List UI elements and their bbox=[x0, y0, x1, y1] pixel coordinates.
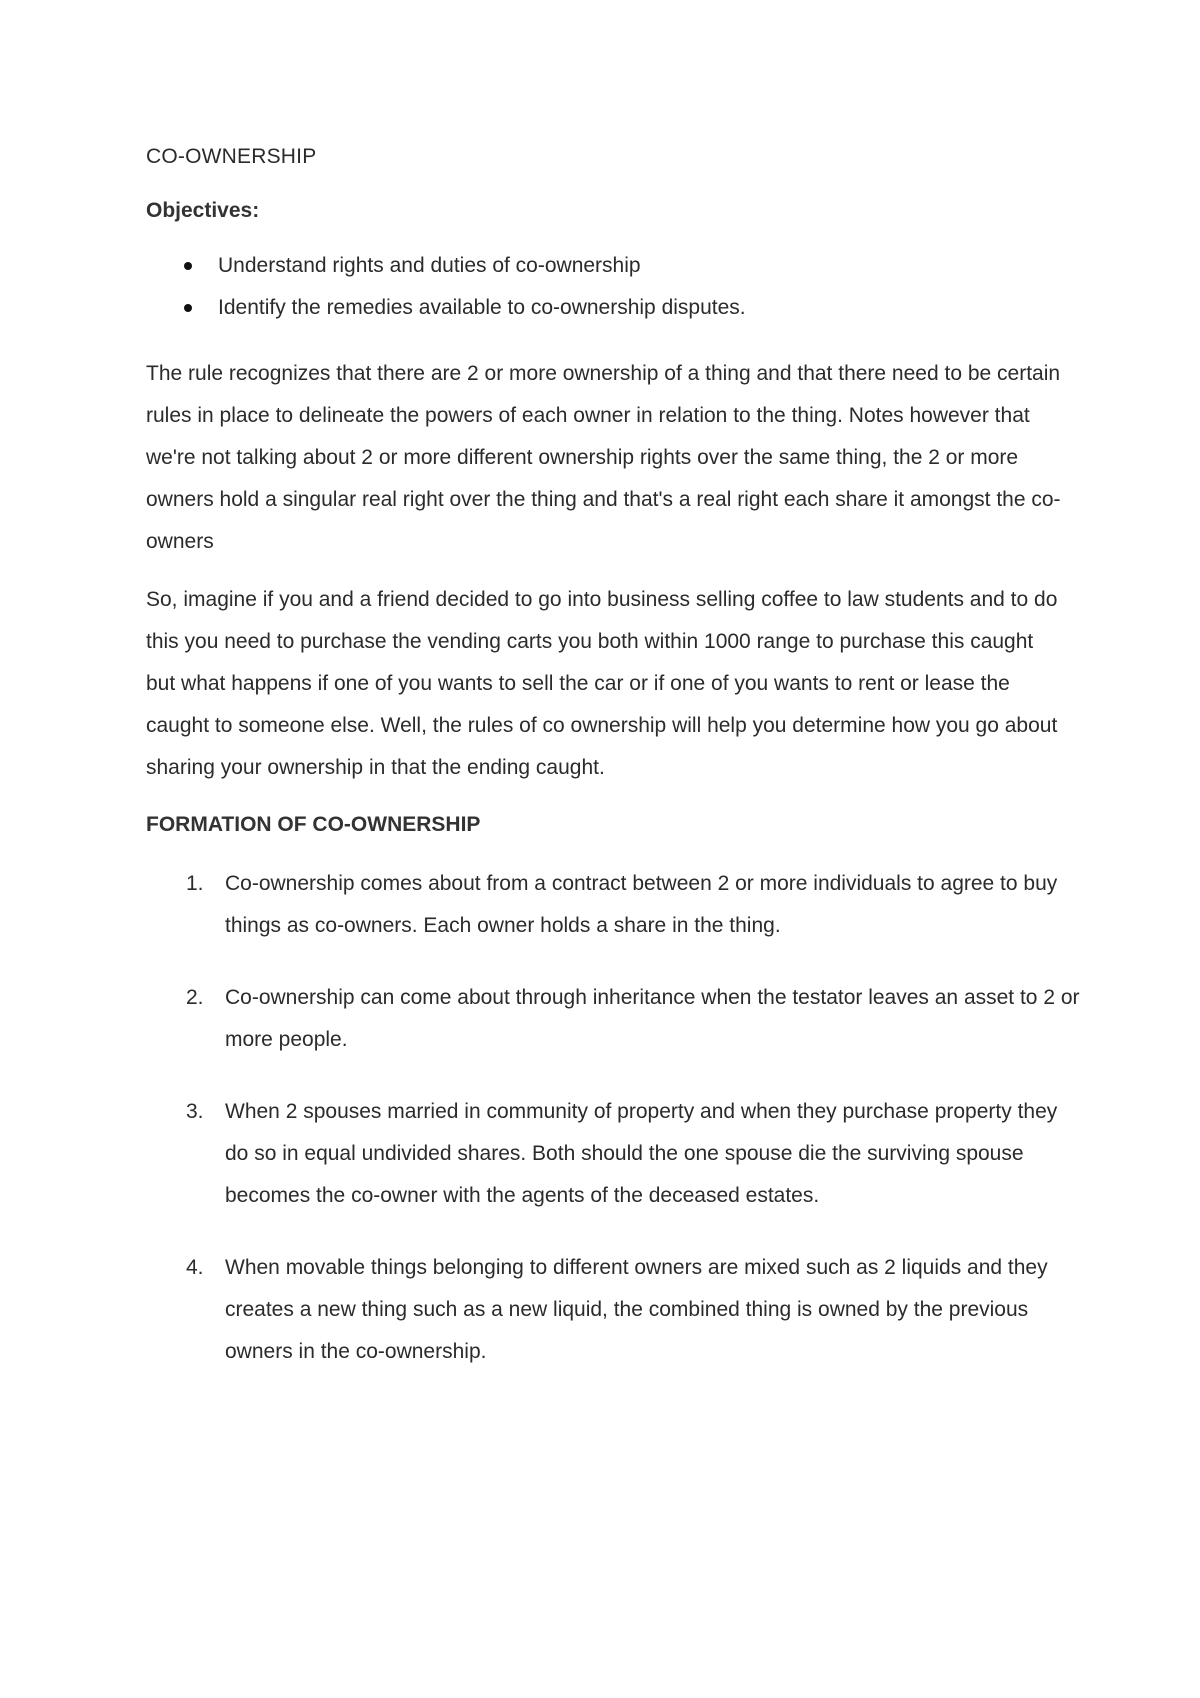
formation-item bbox=[146, 1091, 1080, 1217]
document-title: CO-OWNERSHIP bbox=[146, 145, 317, 168]
item-number: 3. bbox=[186, 1100, 204, 1123]
formation-item bbox=[146, 1247, 1080, 1373]
formation-item bbox=[146, 977, 1080, 1061]
item-text: Co-ownership can come about through inheritance when the testator leaves an asset to 2 or more people. bbox=[225, 986, 1080, 1051]
item-number: 4. bbox=[186, 1256, 204, 1279]
item-number: 1. bbox=[186, 872, 204, 895]
objective-item bbox=[146, 287, 1070, 329]
item-number: 2. bbox=[186, 986, 204, 1009]
formation-item bbox=[146, 863, 1080, 947]
item-text: When 2 spouses married in community of property and when they purchase property they do so in equal undivided shares. Both should the one spouse die the surviving spouse becomes the co-owner with the agents of the deceased estates. bbox=[225, 1100, 1058, 1207]
item-text: When movable things belonging to different owners are mixed such as 2 liquids and they creates a new thing such as a new liquid, the combined thing is owned by the previous owners in the co-ownership. bbox=[225, 1256, 1048, 1363]
formation-list bbox=[146, 863, 1080, 1373]
objective-text: Identify the remedies available to co-ownership disputes. bbox=[218, 296, 746, 319]
body-paragraph: The rule recognizes that there are 2 or more ownership of a thing and that there need to be certain rules in place to delineate the powers of each owner in relation to the thing. Notes however that we're not talking about 2 or more different ownership rights over the same thing, the 2 or more owners hold a singular real right over the thing and that's a real right each share it amongst the co-owners bbox=[146, 362, 1061, 553]
objective-item bbox=[146, 245, 1070, 287]
objective-text: Understand rights and duties of co-ownership bbox=[218, 254, 641, 277]
bullet-icon bbox=[184, 304, 192, 312]
objectives-heading: Objectives: bbox=[146, 199, 260, 222]
item-text: Co-ownership comes about from a contract between 2 or more individuals to agree to buy things as co-owners. Each owner holds a share in the thing. bbox=[225, 872, 1058, 937]
objectives-list bbox=[146, 245, 1070, 329]
body-paragraph: So, imagine if you and a friend decided to go into business selling coffee to law students and to do this you need to purchase the vending carts you both within 1000 range to purchase this caught but what happens if one of you wants to sell the car or if one of you wants to rent or lease the caught to someone else. Well, the rules of co ownership will help you determine how you go about sharing your ownership in that the ending caught. bbox=[146, 588, 1058, 779]
bullet-icon bbox=[184, 262, 192, 270]
formation-heading: FORMATION OF CO-OWNERSHIP bbox=[146, 813, 481, 836]
